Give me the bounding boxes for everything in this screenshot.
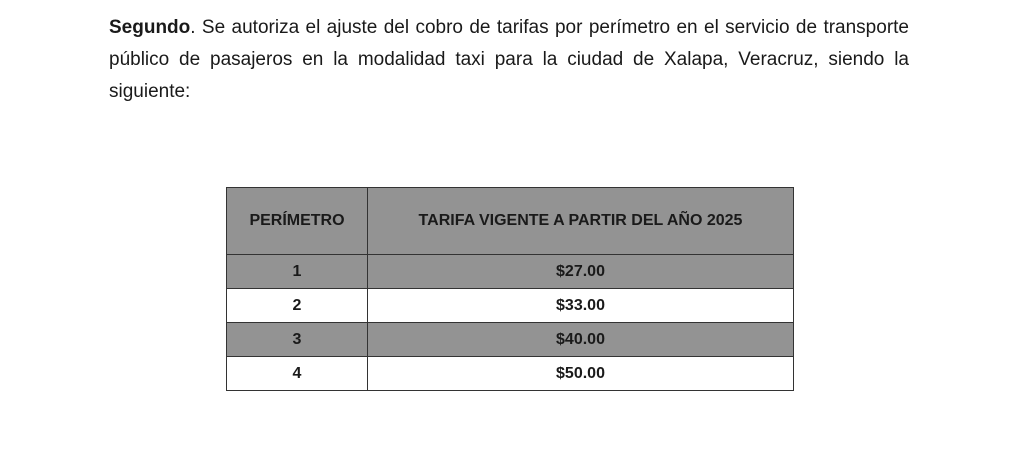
table-header-row <box>227 188 794 255</box>
table-row <box>227 357 794 391</box>
cell-perimetro: 2 <box>227 289 368 323</box>
table-row <box>227 289 794 323</box>
tariff-table <box>226 187 794 391</box>
cell-tarifa: $50.00 <box>368 357 794 391</box>
header-perimetro: PERÍMETRO <box>227 188 368 255</box>
cell-perimetro: 4 <box>227 357 368 391</box>
cell-perimetro: 3 <box>227 323 368 357</box>
table-row <box>227 255 794 289</box>
paragraph-segundo <box>109 12 909 108</box>
cell-tarifa: $27.00 <box>368 255 794 289</box>
cell-tarifa: $33.00 <box>368 289 794 323</box>
table-row <box>227 323 794 357</box>
paragraph-lead: Segundo <box>109 17 191 38</box>
paragraph-body: . Se autoriza el ajuste del cobro de tarifas por perímetro en el servicio de transporte público de pasajeros en la modalidad taxi para la ciudad de Xalapa, Veracruz, siendo la siguiente: <box>109 17 909 102</box>
header-tarifa: TARIFA VIGENTE A PARTIR DEL AÑO 2025 <box>368 188 794 255</box>
cell-perimetro: 1 <box>227 255 368 289</box>
cell-tarifa: $40.00 <box>368 323 794 357</box>
